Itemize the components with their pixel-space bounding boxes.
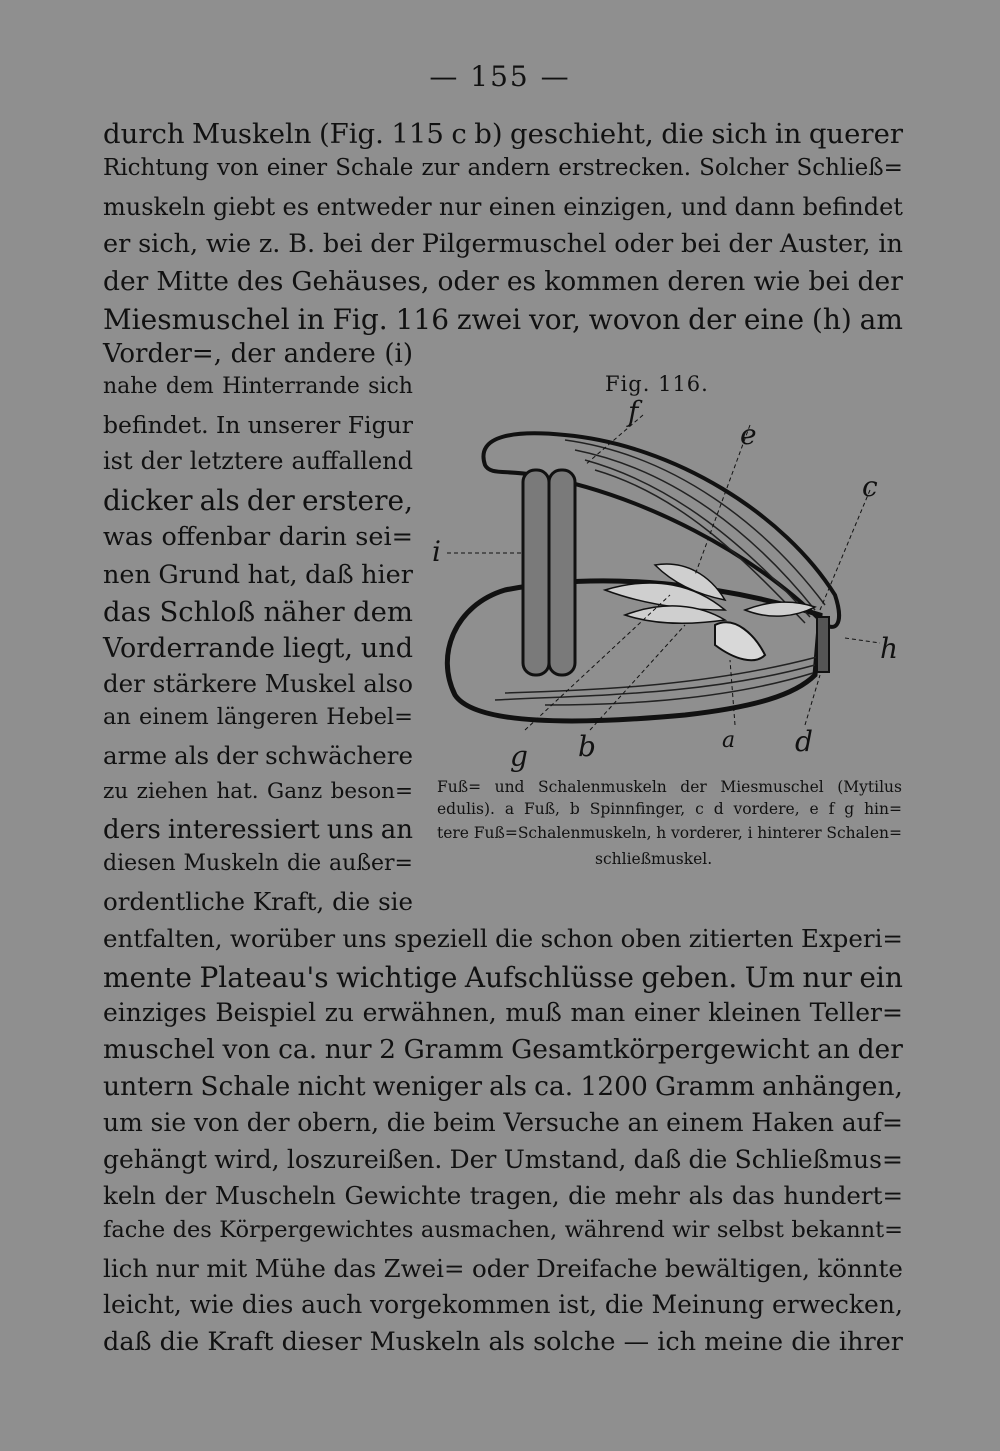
- text-line-narrow: der stärkere Muskel also: [103, 669, 413, 698]
- text-line: lich nur mit Mühe das Zwei= oder Dreifache bewältigen, könnte: [103, 1254, 903, 1283]
- mussel-figure: [425, 395, 925, 780]
- text-line: keln der Muscheln Gewichte tragen, die mehr als das hundert=: [103, 1181, 903, 1210]
- text-line-narrow: Vorderrande liegt, und: [103, 633, 413, 664]
- figure-caption-line: schließmuskel.: [595, 850, 713, 868]
- text-line-narrow: was offenbar darin sei=: [103, 522, 413, 552]
- text-line: der Mitte des Gehäuses, oder es kommen deren wie bei der: [103, 266, 903, 297]
- text-line-narrow: an einem längeren Hebel=: [103, 704, 413, 730]
- text-line: untern Schale nicht weniger als ca. 1200 Gramm anhängen,: [103, 1071, 903, 1102]
- text-line: daß die Kraft dieser Muskeln als solche — ich meine die ihrer: [103, 1327, 903, 1357]
- figure-label-d: d: [795, 725, 813, 758]
- text-line: Miesmuschel in Fig. 116 zwei vor, wovon der eine (h) am: [103, 303, 903, 336]
- page-number: — 155 —: [429, 60, 571, 93]
- text-line: einziges Beispiel zu erwähnen, muß man einer kleinen Teller=: [103, 998, 903, 1027]
- figure-label-b: b: [578, 730, 596, 763]
- text-line: muskeln giebt es entweder nur einen einzigen, und dann befindet: [103, 193, 903, 221]
- figure-caption-line: Fuß= und Schalenmuskeln der Miesmuschel (Mytilus: [437, 778, 902, 796]
- figure-caption-line: tere Fuß=Schalenmuskeln, h vorderer, i hinterer Schalen=: [437, 824, 902, 842]
- text-line: mente Plateau's wichtige Aufschlüsse geben. Um nur ein: [103, 961, 903, 994]
- figure-label-c: c: [862, 470, 878, 503]
- text-line-narrow: Vorder=, der andere (i): [103, 339, 413, 369]
- figure-label-e: e: [740, 418, 757, 451]
- figure-label-f: f: [628, 395, 639, 428]
- text-line-narrow: arme als der schwächere: [103, 741, 413, 770]
- text-line: entfalten, worüber uns speziell die schon oben zitierten Experi=: [103, 924, 903, 953]
- text-line: leicht, wie dies auch vorgekommen ist, die Meinung erwecken,: [103, 1290, 903, 1319]
- text-line: Richtung von einer Schale zur andern erstrecken. Solcher Schließ=: [103, 155, 903, 181]
- text-line-narrow: ders interessiert uns an: [103, 815, 413, 845]
- text-line-narrow: das Schloß näher dem: [103, 596, 413, 628]
- text-line-narrow: nahe dem Hinterrande sich: [103, 374, 413, 399]
- text-line: durch Muskeln (Fig. 115 c b) geschieht, die sich in querer: [103, 118, 903, 150]
- figure-caption-line: edulis). a Fuß, b Spinnfinger, c d vordere, e f g hin=: [437, 800, 902, 818]
- text-line-narrow: ordentliche Kraft, die sie: [103, 887, 413, 916]
- text-line-narrow: diesen Muskeln die außer=: [103, 851, 413, 876]
- text-line: muschel von ca. nur 2 Gramm Gesamtkörpergewicht an der: [103, 1034, 903, 1065]
- figure-label-h: h: [880, 632, 899, 665]
- text-line-narrow: zu ziehen hat. Ganz beson=: [103, 779, 413, 804]
- text-line-narrow: ist der letztere auffallend: [103, 447, 413, 475]
- text-line: um sie von der obern, die beim Versuche an einem Haken auf=: [103, 1108, 903, 1137]
- figure-label-g: g: [510, 740, 528, 773]
- text-line-narrow: dicker als der erstere,: [103, 484, 413, 517]
- text-line: er sich, wie z. B. bei der Pilgermuschel oder bei der Auster, in: [103, 229, 903, 259]
- figure-title: Fig. 116.: [605, 372, 709, 396]
- text-line: fache des Körpergewichtes ausmachen, während wir selbst bekannt=: [103, 1217, 903, 1243]
- text-line-narrow: befindet. In unserer Figur: [103, 411, 413, 439]
- figure-label-i: i: [432, 535, 441, 568]
- text-line: gehängt wird, loszureißen. Der Umstand, daß die Schließmus=: [103, 1145, 903, 1174]
- text-line-narrow: nen Grund hat, daß hier: [103, 560, 413, 590]
- figure-label-a: a: [722, 728, 736, 753]
